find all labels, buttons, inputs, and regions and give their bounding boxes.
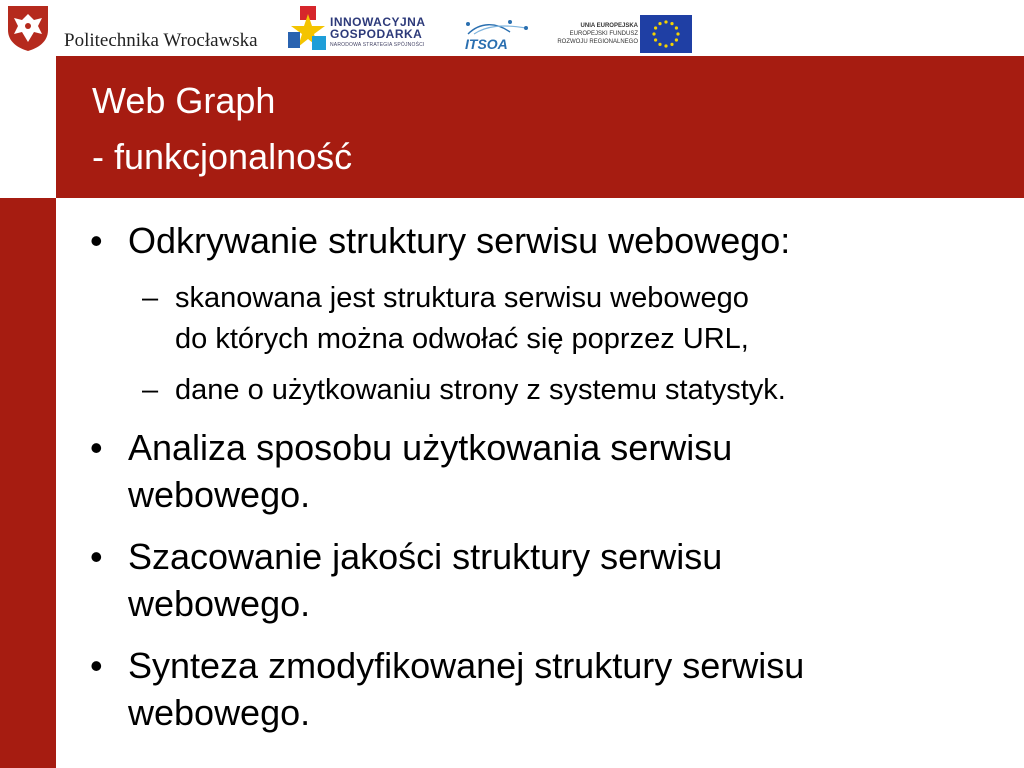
program-logo-line2: GOSPODARKA bbox=[330, 27, 423, 41]
slide-title: Web Graph bbox=[92, 80, 276, 121]
logo-bar bbox=[0, 0, 1024, 56]
bullet-2-line2: webowego. bbox=[128, 474, 311, 515]
bullet-1: Odkrywanie struktury serwisu webowego: bbox=[128, 220, 791, 261]
dash-marker: – bbox=[142, 282, 159, 314]
slide-subtitle: - funkcjonalność bbox=[92, 136, 353, 177]
bullet-4-line2: webowego. bbox=[128, 692, 311, 733]
dash-marker: – bbox=[142, 374, 159, 406]
eu-logo-line1: UNIA EUROPEJSKA bbox=[580, 23, 638, 29]
university-name: Politechnika Wrocławska bbox=[64, 30, 258, 51]
slide-content bbox=[56, 198, 1024, 768]
program-logo-text bbox=[330, 16, 426, 48]
subbullet-1-2: dane o użytkowaniu strony z systemu statystyk. bbox=[175, 374, 786, 406]
left-stripe-white bbox=[0, 56, 56, 198]
project-logo-text: ITSOA bbox=[465, 36, 508, 52]
left-decor-stripe bbox=[0, 56, 56, 768]
title-band bbox=[56, 56, 1024, 198]
eu-flag-icon bbox=[640, 15, 692, 53]
eu-logo-line2: EUROPEJSKI FUNDUSZ bbox=[569, 31, 638, 37]
university-shield-logo bbox=[6, 4, 50, 52]
bullet-marker: • bbox=[90, 645, 103, 686]
eu-logo-line3: ROZWOJU REGIONALNEGO bbox=[557, 39, 638, 45]
program-star-logo bbox=[288, 6, 328, 52]
subbullet-1-1-line2: do których można odwołać się poprzez URL, bbox=[175, 323, 749, 355]
subbullet-1-1-line1: skanowana jest struktura serwisu webowego bbox=[175, 282, 749, 314]
bullet-marker: • bbox=[90, 220, 103, 261]
program-logo-line3: NARODOWA STRATEGIA SPÓJNOŚCI bbox=[330, 42, 425, 48]
bullet-2-line1: Analiza sposobu użytkowania serwisu bbox=[128, 427, 733, 468]
bullet-marker: • bbox=[90, 536, 103, 577]
bullet-4-line1: Synteza zmodyfikowanej struktury serwisu bbox=[128, 645, 805, 686]
project-logo-graphic bbox=[462, 18, 534, 38]
bullet-marker: • bbox=[90, 427, 103, 468]
bullet-3-line2: webowego. bbox=[128, 583, 311, 624]
left-stripe-red bbox=[0, 198, 56, 768]
program-logo-line1: INNOWACYJNA bbox=[330, 15, 426, 29]
bullet-3-line1: Szacowanie jakości struktury serwisu bbox=[128, 536, 723, 577]
eu-logo-text bbox=[542, 22, 638, 46]
